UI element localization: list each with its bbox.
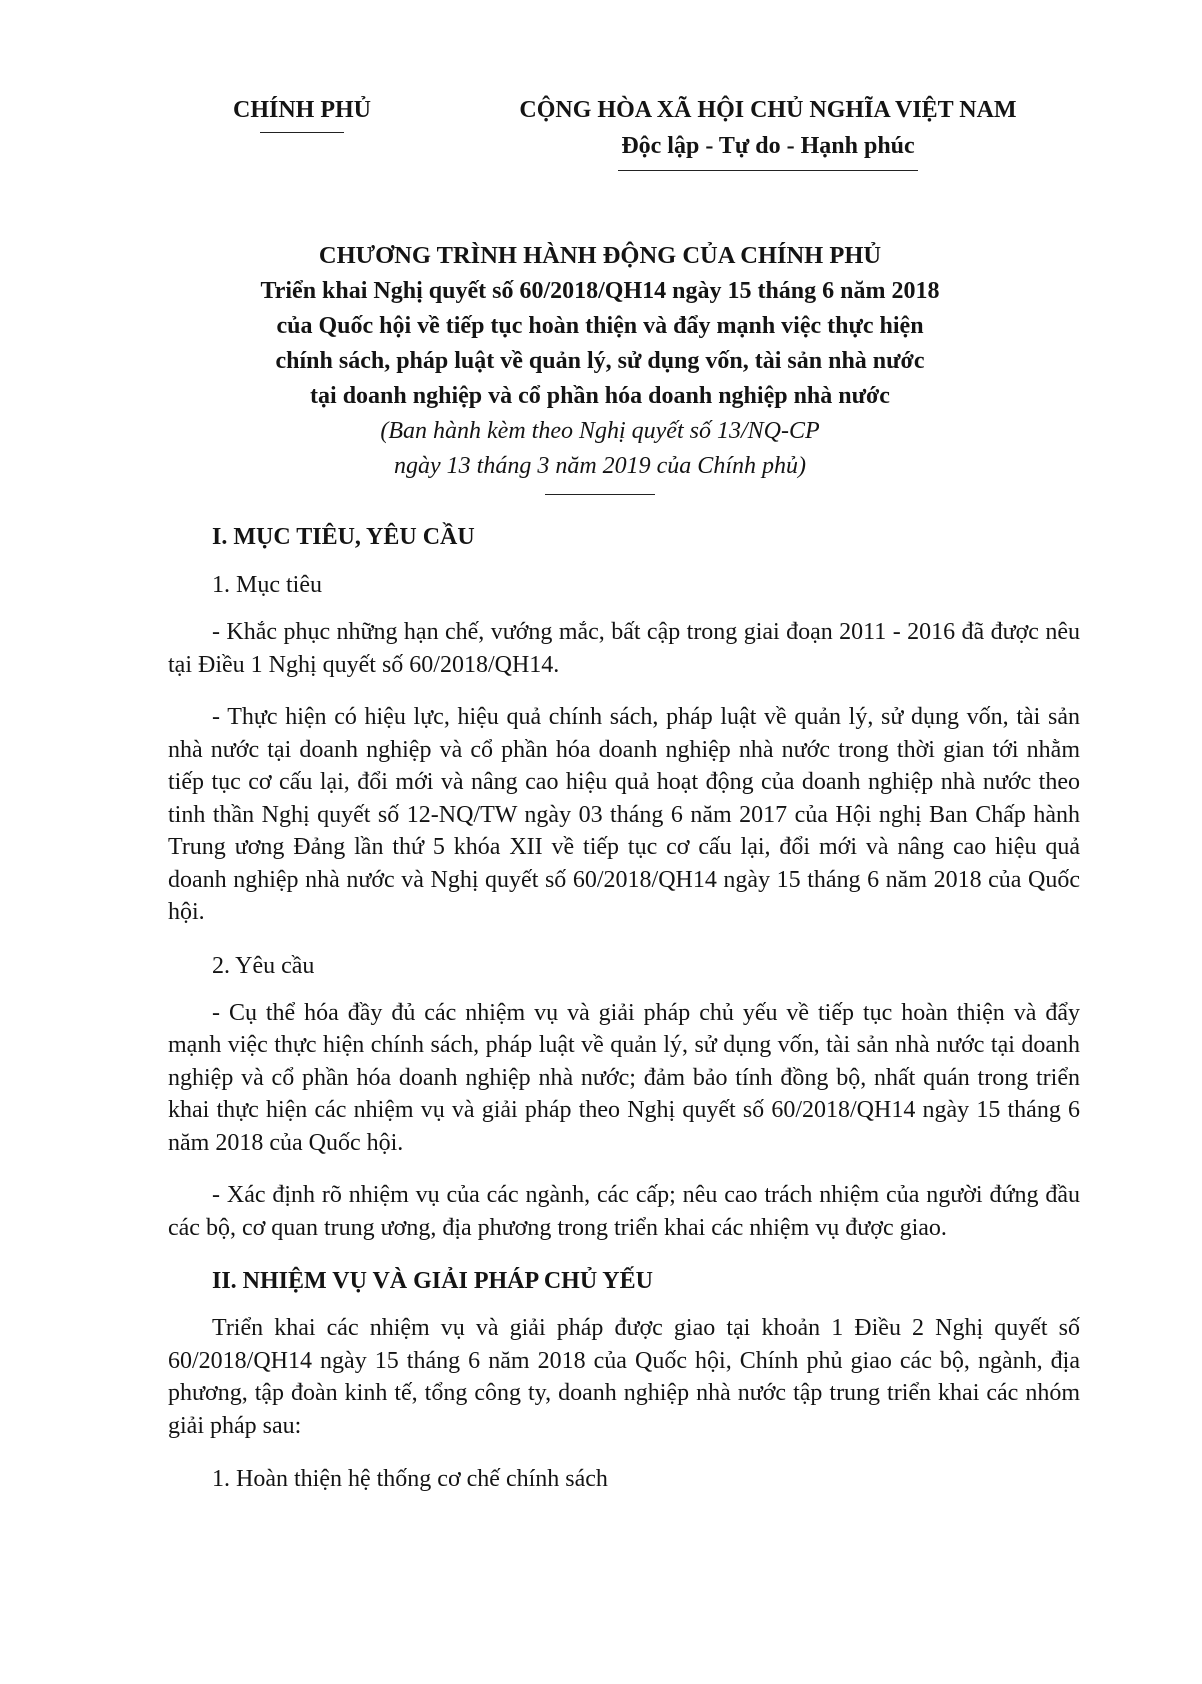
document-title-block <box>150 238 1050 495</box>
title-line-3: chính sách, pháp luật về quản lý, sử dụng vốn, tài sản nhà nước <box>275 348 925 374</box>
subsection-heading-requirements: 2. Yêu cầu <box>212 952 315 979</box>
title-line-1: Triển khai Nghị quyết số 60/2018/QH14 ngày 15 tháng 6 năm 2018 <box>260 278 940 304</box>
subsection-heading-policy: 1. Hoàn thiện hệ thống cơ chế chính sách <box>212 1466 608 1492</box>
country-name: CỘNG HÒA XÃ HỘI CHỦ NGHĨA VIỆT NAM <box>519 97 1017 123</box>
national-motto: Độc lập - Tự do - Hạnh phúc <box>621 133 915 159</box>
section-heading-1: I. MỤC TIÊU, YÊU CẦU <box>212 524 475 550</box>
title-line-2: của Quốc hội về tiếp tục hoàn thiện và đẩy mạnh việc thực hiện <box>276 313 924 339</box>
paragraph-1: - Khắc phục những hạn chế, vướng mắc, bất cập trong giai đoạn 2011 - 2016 đã được nêu tại Điều 1 Nghị quyết số 60/2018/QH14. <box>168 619 1080 678</box>
header-agency-block <box>222 92 382 133</box>
issuance-note-line-1: (Ban hành kèm theo Nghị quyết số 13/NQ-CP <box>380 418 820 444</box>
paragraph-3: - Cụ thể hóa đầy đủ các nhiệm vụ và giải pháp chủ yếu về tiếp tục hoàn thiện và đẩy mạnh việc thực hiện chính sách, pháp luật về quản lý, sử dụng vốn, tài sản nhà nước tại doanh nghiệp và cổ phần hóa doanh nghiệp nhà nước; đảm bảo tính đồng bộ, nhất quán trong triển khai thực hiện các nhiệm vụ và giải pháp theo Nghị quyết số 60/2018/QH14 ngày 15 tháng 6 năm 2018 của Quốc hội. <box>168 999 1080 1156</box>
paragraph-5: Triển khai các nhiệm vụ và giải pháp được giao tại khoản 1 Điều 2 Nghị quyết số 60/2018/QH14 ngày 15 tháng 6 năm 2018 của Quốc hội, Chính phủ giao các bộ, ngành, địa phương, tập đoàn kinh tế, tổng công ty, doanh nghiệp nhà nước tập trung triển khai các nhóm giải pháp sau: <box>168 1315 1080 1439</box>
section-heading-2: II. NHIỆM VỤ VÀ GIẢI PHÁP CHỦ YẾU <box>212 1268 653 1294</box>
subsection-heading-objectives: 1. Mục tiêu <box>212 572 322 598</box>
title-line-4: tại doanh nghiệp và cổ phần hóa doanh nghiệp nhà nước <box>310 383 890 409</box>
document-body <box>168 520 1080 1496</box>
header-national-block <box>508 92 1028 171</box>
motto-underline <box>618 170 918 171</box>
title-underline <box>545 494 655 495</box>
document-title: CHƯƠNG TRÌNH HÀNH ĐỘNG CỦA CHÍNH PHỦ <box>318 242 882 269</box>
agency-underline <box>260 132 344 133</box>
agency-name: CHÍNH PHỦ <box>233 97 371 123</box>
issuance-note-line-2: ngày 13 tháng 3 năm 2019 của Chính phủ) <box>394 453 806 479</box>
paragraph-4: - Xác định rõ nhiệm vụ của các ngành, các cấp; nêu cao trách nhiệm của người đứng đầu các bộ, cơ quan trung ương, địa phương trong triển khai các nhiệm vụ được giao. <box>168 1182 1080 1241</box>
paragraph-2: - Thực hiện có hiệu lực, hiệu quả chính sách, pháp luật về quản lý, sử dụng vốn, tài sản nhà nước tại doanh nghiệp và cổ phần hóa doanh nghiệp nhà nước trong thời gian tới nhằm tiếp tục cơ cấu lại, đổi mới và nâng cao hiệu quả hoạt động của doanh nghiệp nhà nước theo tinh thần Nghị quyết số 12-NQ/TW ngày 03 tháng 6 năm 2017 của Hội nghị Ban Chấp hành Trung ương Đảng lần thứ 5 khóa XII về tiếp tục cơ cấu lại, đổi mới và nâng cao hiệu quả doanh nghiệp nhà nước và Nghị quyết số 60/2018/QH14 ngày 15 tháng 6 năm 2018 của Quốc hội. <box>168 704 1080 925</box>
